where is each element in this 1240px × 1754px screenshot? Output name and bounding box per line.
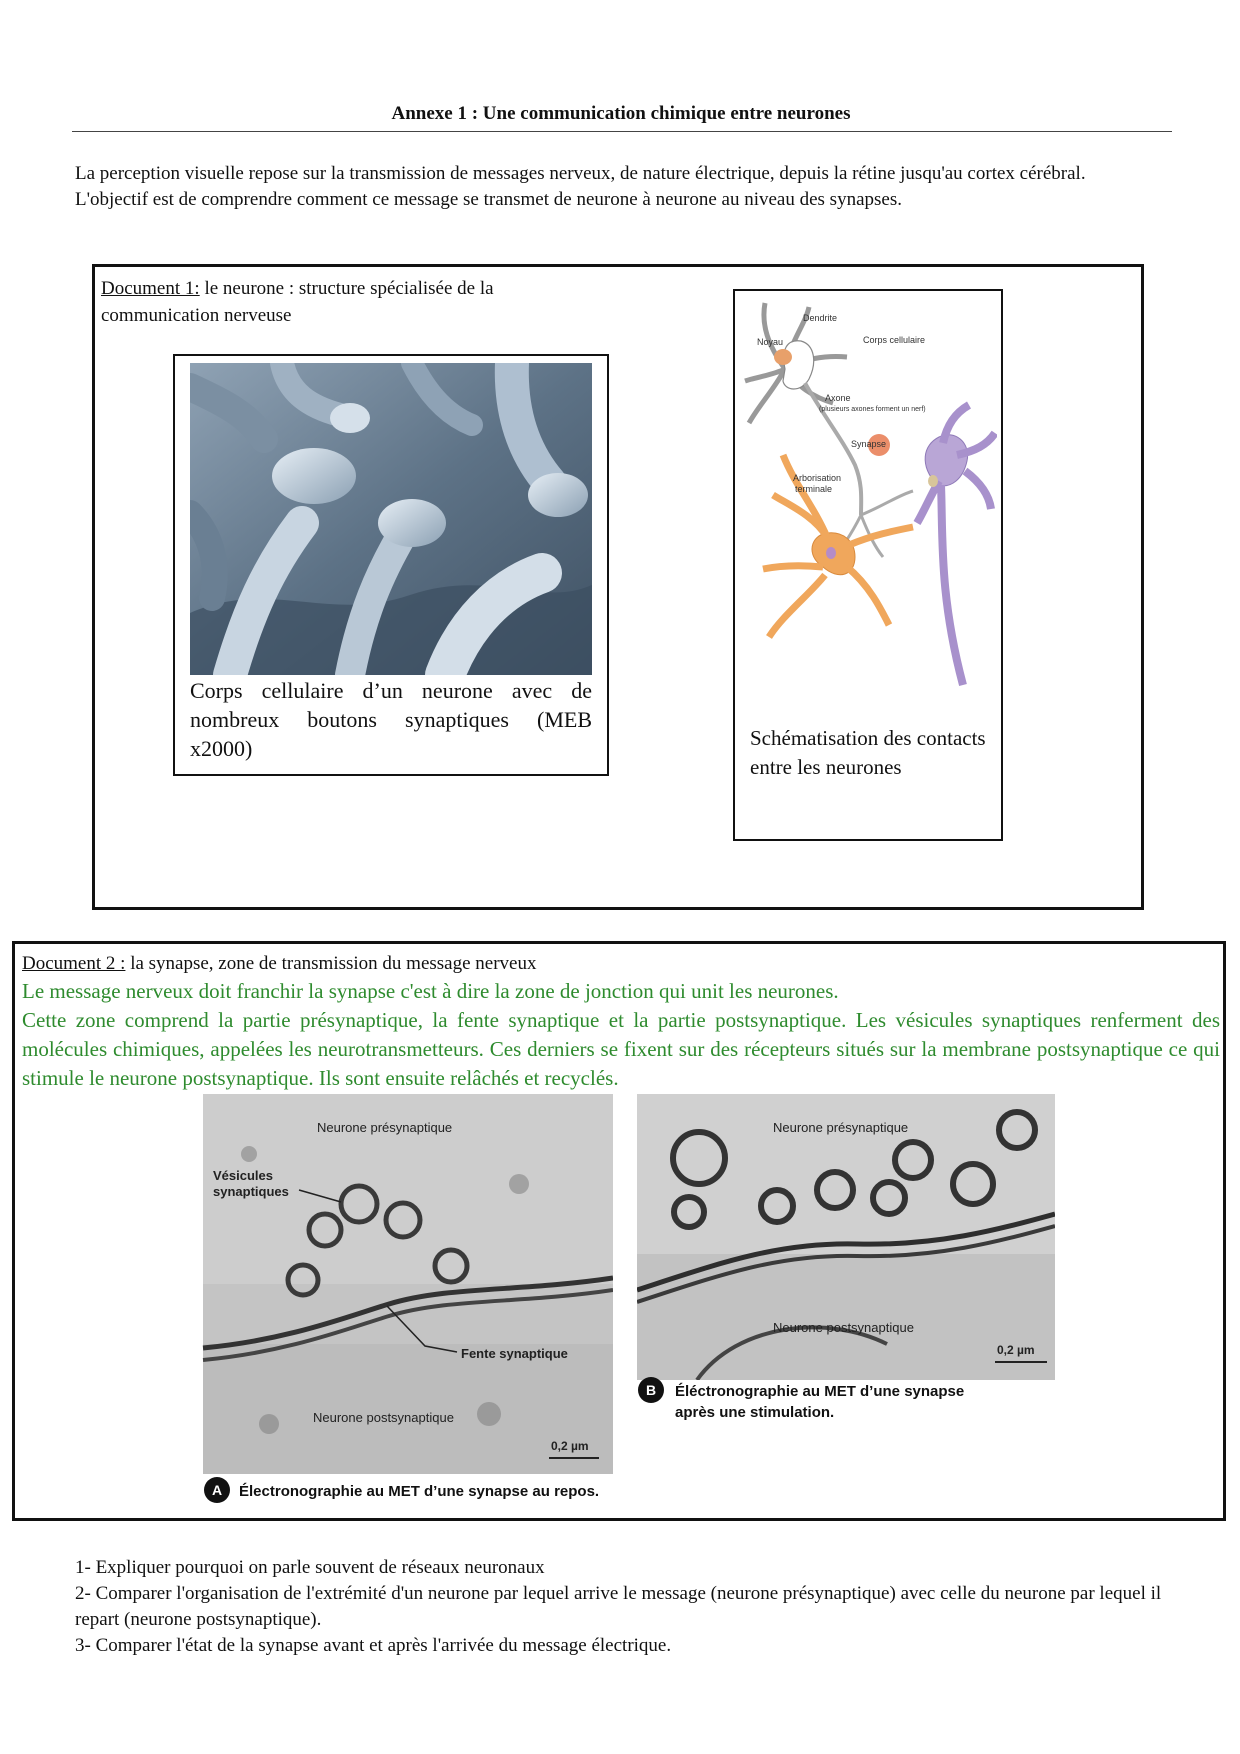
document-2-title: la synapse, zone de transmission du message nerveux [125, 953, 537, 974]
em-synapse-stimulated [637, 1094, 1055, 1428]
label-dendrite: Dendrite [803, 313, 838, 323]
question-3: 3- Comparer l'état de la synapse avant et après l'arrivée du message électrique. [75, 1635, 672, 1656]
label-synapse: Synapse [851, 439, 887, 449]
intro-text [75, 161, 1170, 213]
em-b-label-post: Neurone postsynaptique [773, 1320, 914, 1335]
meb-photo-frame [173, 354, 609, 776]
label-terminale: terminale [795, 484, 833, 494]
question-1: 1- Expliquer pourquoi on parle souvent de réseaux neuronaux [75, 1557, 545, 1578]
em-b-caption-line-1: Éléctronographie au MET d’une synapse [675, 1383, 965, 1400]
questions [75, 1555, 1170, 1659]
em-a-label-pre: Neurone présynaptique [317, 1120, 453, 1135]
em-b-label-pre: Neurone présynaptique [773, 1120, 909, 1135]
document-2-paragraph-2: Cette zone comprend la partie présynaptique, la fente synaptique et la partie postsynaptique. Les vésicules synaptiques renferment des molécules chimiques, appelées les neurotransmetteurs. Ces derniers se fixent sur des récepteurs situés sur la membrane postsynaptique ce qui stimule le neurone postsynaptique. Ils sont ensuite relâchés et recyclés. [22, 1008, 1220, 1090]
document-2-box [12, 941, 1226, 1521]
em-a-scale: 0,2 µm [551, 1439, 589, 1453]
label-arborisation: Arborisation [793, 473, 842, 483]
document-1-title: le neurone : structure spécialisée de la communication nerveuse [101, 278, 494, 326]
intro-paragraph-2: L'objectif est de comprendre comment ce message se transmet de neurone à neurone au niveau des synapses. [75, 189, 902, 210]
em-a-label-fente: Fente synaptique [461, 1346, 568, 1361]
intro-paragraph-1: La perception visuelle repose sur la transmission de messages nerveux, de nature électrique, depuis la rétine jusqu'au cortex cérébral. [75, 163, 1086, 184]
question-2: 2- Comparer l'organisation de l'extrémité d'un neurone par lequel arrive le message (neurone présynaptique) avec celle du neurone par lequel il repart (neurone postsynaptique). [75, 1583, 1162, 1630]
label-axone: Axone [825, 393, 851, 403]
label-noyau: Noyau [757, 337, 784, 347]
em-a-label-vesicules-1: Vésicules [213, 1168, 273, 1183]
em-a-label-vesicules-2: synaptiques [213, 1184, 289, 1199]
em-a-label-post: Neurone postsynaptique [313, 1410, 454, 1425]
document-2-text [22, 977, 1220, 1093]
document-2-paragraph-1: Le message nerveux doit franchir la synapse c'est à dire la zone de jonction qui unit les neurones. [22, 979, 839, 1003]
label-corps-cellulaire: Corps cellulaire [863, 335, 926, 345]
document-2-heading [22, 952, 536, 976]
title-divider [72, 131, 1172, 132]
meb-photo-caption: Corps cellulaire d’un neurone avec de nombreux boutons synaptiques (MEB x2000) [190, 678, 592, 761]
neuron-schema-frame [733, 289, 1003, 841]
page-title: Annexe 1 : Une communication chimique entre neurones [391, 103, 851, 124]
document-1-box [92, 264, 1144, 910]
em-synapse-rest [189, 1094, 613, 1514]
em-b-caption-line-2: après une stimulation. [675, 1404, 835, 1421]
document-1-label: Document 1: [101, 278, 200, 299]
neuron-contact-schema [743, 295, 997, 723]
schema-caption: Schématisation des contacts entre les neurones [750, 726, 986, 779]
document-1-heading [101, 275, 581, 329]
em-a-caption: Électronographie au MET d’une synapse au repos. [239, 1483, 600, 1500]
em-a-badge-letter: A [211, 1482, 223, 1498]
document-2-label: Document 2 : [22, 953, 126, 974]
label-axone-note: (plusieurs axones forment un nerf) [819, 406, 926, 413]
em-b-scale: 0,2 µm [997, 1343, 1035, 1357]
em-b-badge-letter: B [645, 1382, 657, 1398]
meb-neuron-photo [190, 363, 592, 675]
